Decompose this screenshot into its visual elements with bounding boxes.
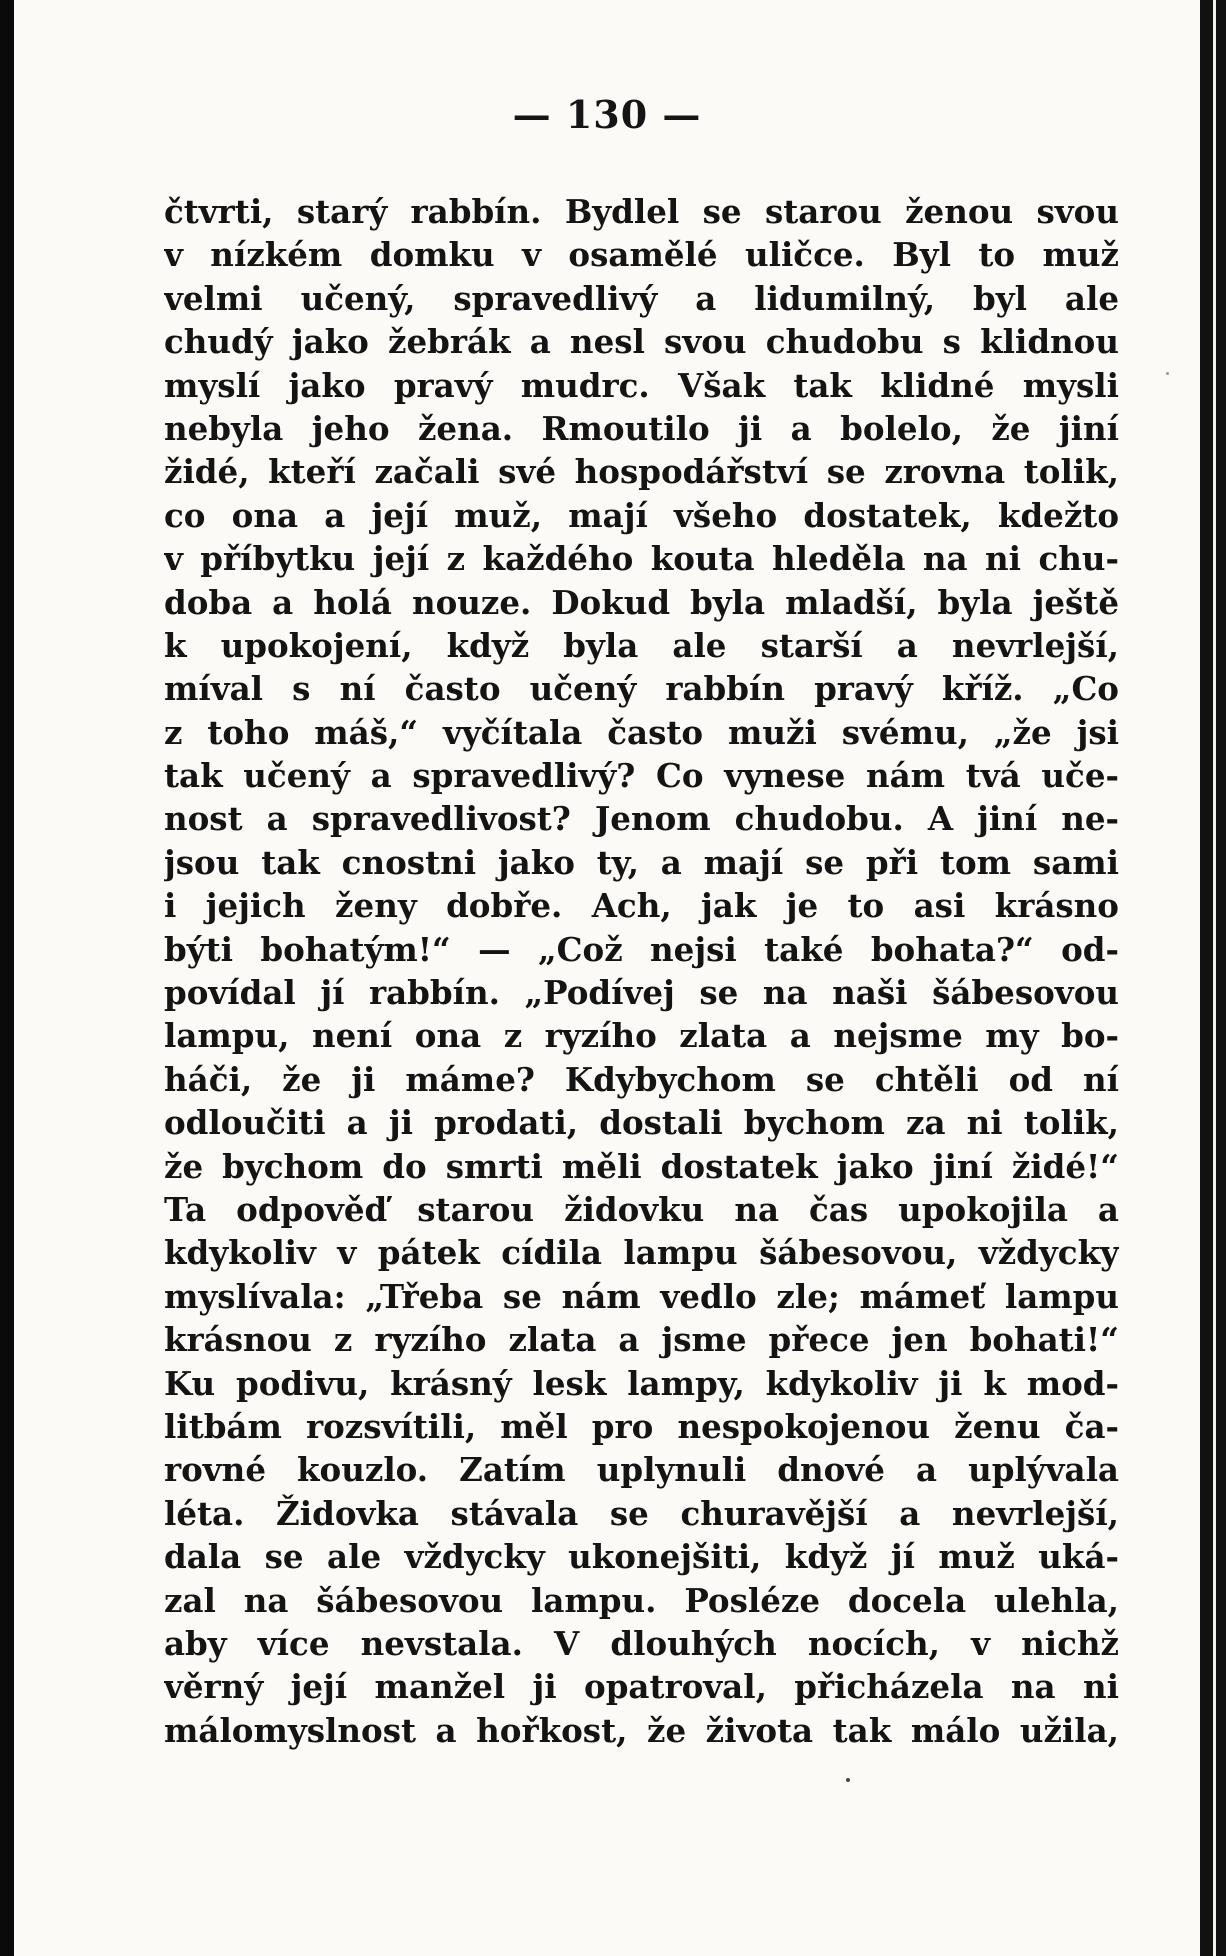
text-line: povídal jí rabbín. „Podívej se na naši šábesovou [164, 973, 1119, 1013]
text-line: i jejich ženy dobře. Ach, jak je to asi krásno [164, 886, 1119, 926]
text-line: nost a spravedlivost? Jenom chudobu. A jiní ne- [164, 799, 1119, 839]
text-line: rovné kouzlo. Zatím uplynuli dnové a uplývala [164, 1450, 1119, 1490]
text-line: dala se ale vždycky ukonejšiti, když jí muž uká- [164, 1537, 1119, 1577]
book-page [14, 0, 1200, 1956]
text-line: lampu, není ona z ryzího zlata a nejsme my bo- [164, 1016, 1119, 1056]
text-line: Ta odpověď starou židovku na čas upokojila a [164, 1189, 1119, 1229]
text-line: k upokojení, když byla ale starší a nevrlejší, [164, 625, 1119, 665]
text-line: v nízkém domku v osamělé uličce. Byl to muž [164, 235, 1119, 275]
print-speck [846, 1778, 850, 1782]
text-line: velmi učený, spravedlivý a lidumilný, byl ale [164, 278, 1119, 318]
text-line: věrný její manžel ji opatroval, přicházela na ni [164, 1667, 1119, 1707]
text-line: chudý jako žebrák a nesl svou chudobu s klidnou [164, 322, 1119, 362]
text-line: jsou tak cnostni jako ty, a mají se při tom sami [164, 842, 1119, 882]
text-line: v příbytku její z každého kouta hleděla na ni chu- [164, 539, 1119, 579]
text-line: krásnou z ryzího zlata a jsme přece jen bohati!“ [164, 1320, 1119, 1360]
text-line: myslívala: „Třeba se nám vedlo zle; mámeť lampu [164, 1276, 1119, 1316]
text-line: Ku podivu, krásný lesk lampy, kdykoliv ji k mod- [164, 1363, 1119, 1403]
text-line: odloučiti a ji prodati, dostali bychom za ni tolik, [164, 1103, 1119, 1143]
text-line: že bychom do smrti měli dostatek jako jiní židé!“ [164, 1146, 1119, 1186]
text-line: míval s ní často učený rabbín pravý kříž. „Co [164, 669, 1119, 709]
page-number: — 130 — [512, 92, 702, 137]
text-line: židé, kteří začali své hospodářství se zrovna tolik, [164, 452, 1119, 492]
text-line: z toho máš,“ vyčítala často muži svému, „že jsi [164, 712, 1119, 752]
print-speck [1166, 372, 1169, 375]
text-line: čtvrti, starý rabbín. Bydlel se starou ženou svou [164, 192, 1119, 231]
text-line: nebyla jeho žena. Rmoutilo ji a bolelo, že jiní [164, 408, 1119, 448]
page-edge-line [1213, 0, 1216, 1956]
text-line: býti bohatým!“ — „Což nejsi také bohata?“ od- [164, 929, 1119, 969]
text-line: tak učený a spravedlivý? Co vynese nám tvá uče- [164, 756, 1119, 796]
text-line: myslí jako pravý mudrc. Však tak klidné mysli [164, 365, 1119, 405]
text-line: léta. Židovka stávala se churavější a nevrlejší, [164, 1493, 1119, 1533]
text-line: litbám rozsvítili, měl pro nespokojenou ženu ča- [164, 1406, 1119, 1446]
text-line: zal na šábesovou lampu. Posléze docela ulehla, [164, 1580, 1119, 1620]
text-line: co ona a její muž, mají všeho dostatek, kdežto [164, 495, 1119, 535]
text-line: doba a holá nouze. Dokud byla mladší, byla ještě [164, 582, 1119, 622]
text-line: aby více nevstala. V dlouhých nocích, v nichž [164, 1623, 1119, 1663]
text-line: kdykoliv v pátek cídila lampu šábesovou, vždycky [164, 1233, 1119, 1273]
body-text [164, 190, 1119, 1752]
text-line: háči, že ji máme? Kdybychom se chtěli od ní [164, 1059, 1119, 1099]
text-line: málomyslnost a hořkost, že života tak málo užila, [164, 1710, 1119, 1750]
